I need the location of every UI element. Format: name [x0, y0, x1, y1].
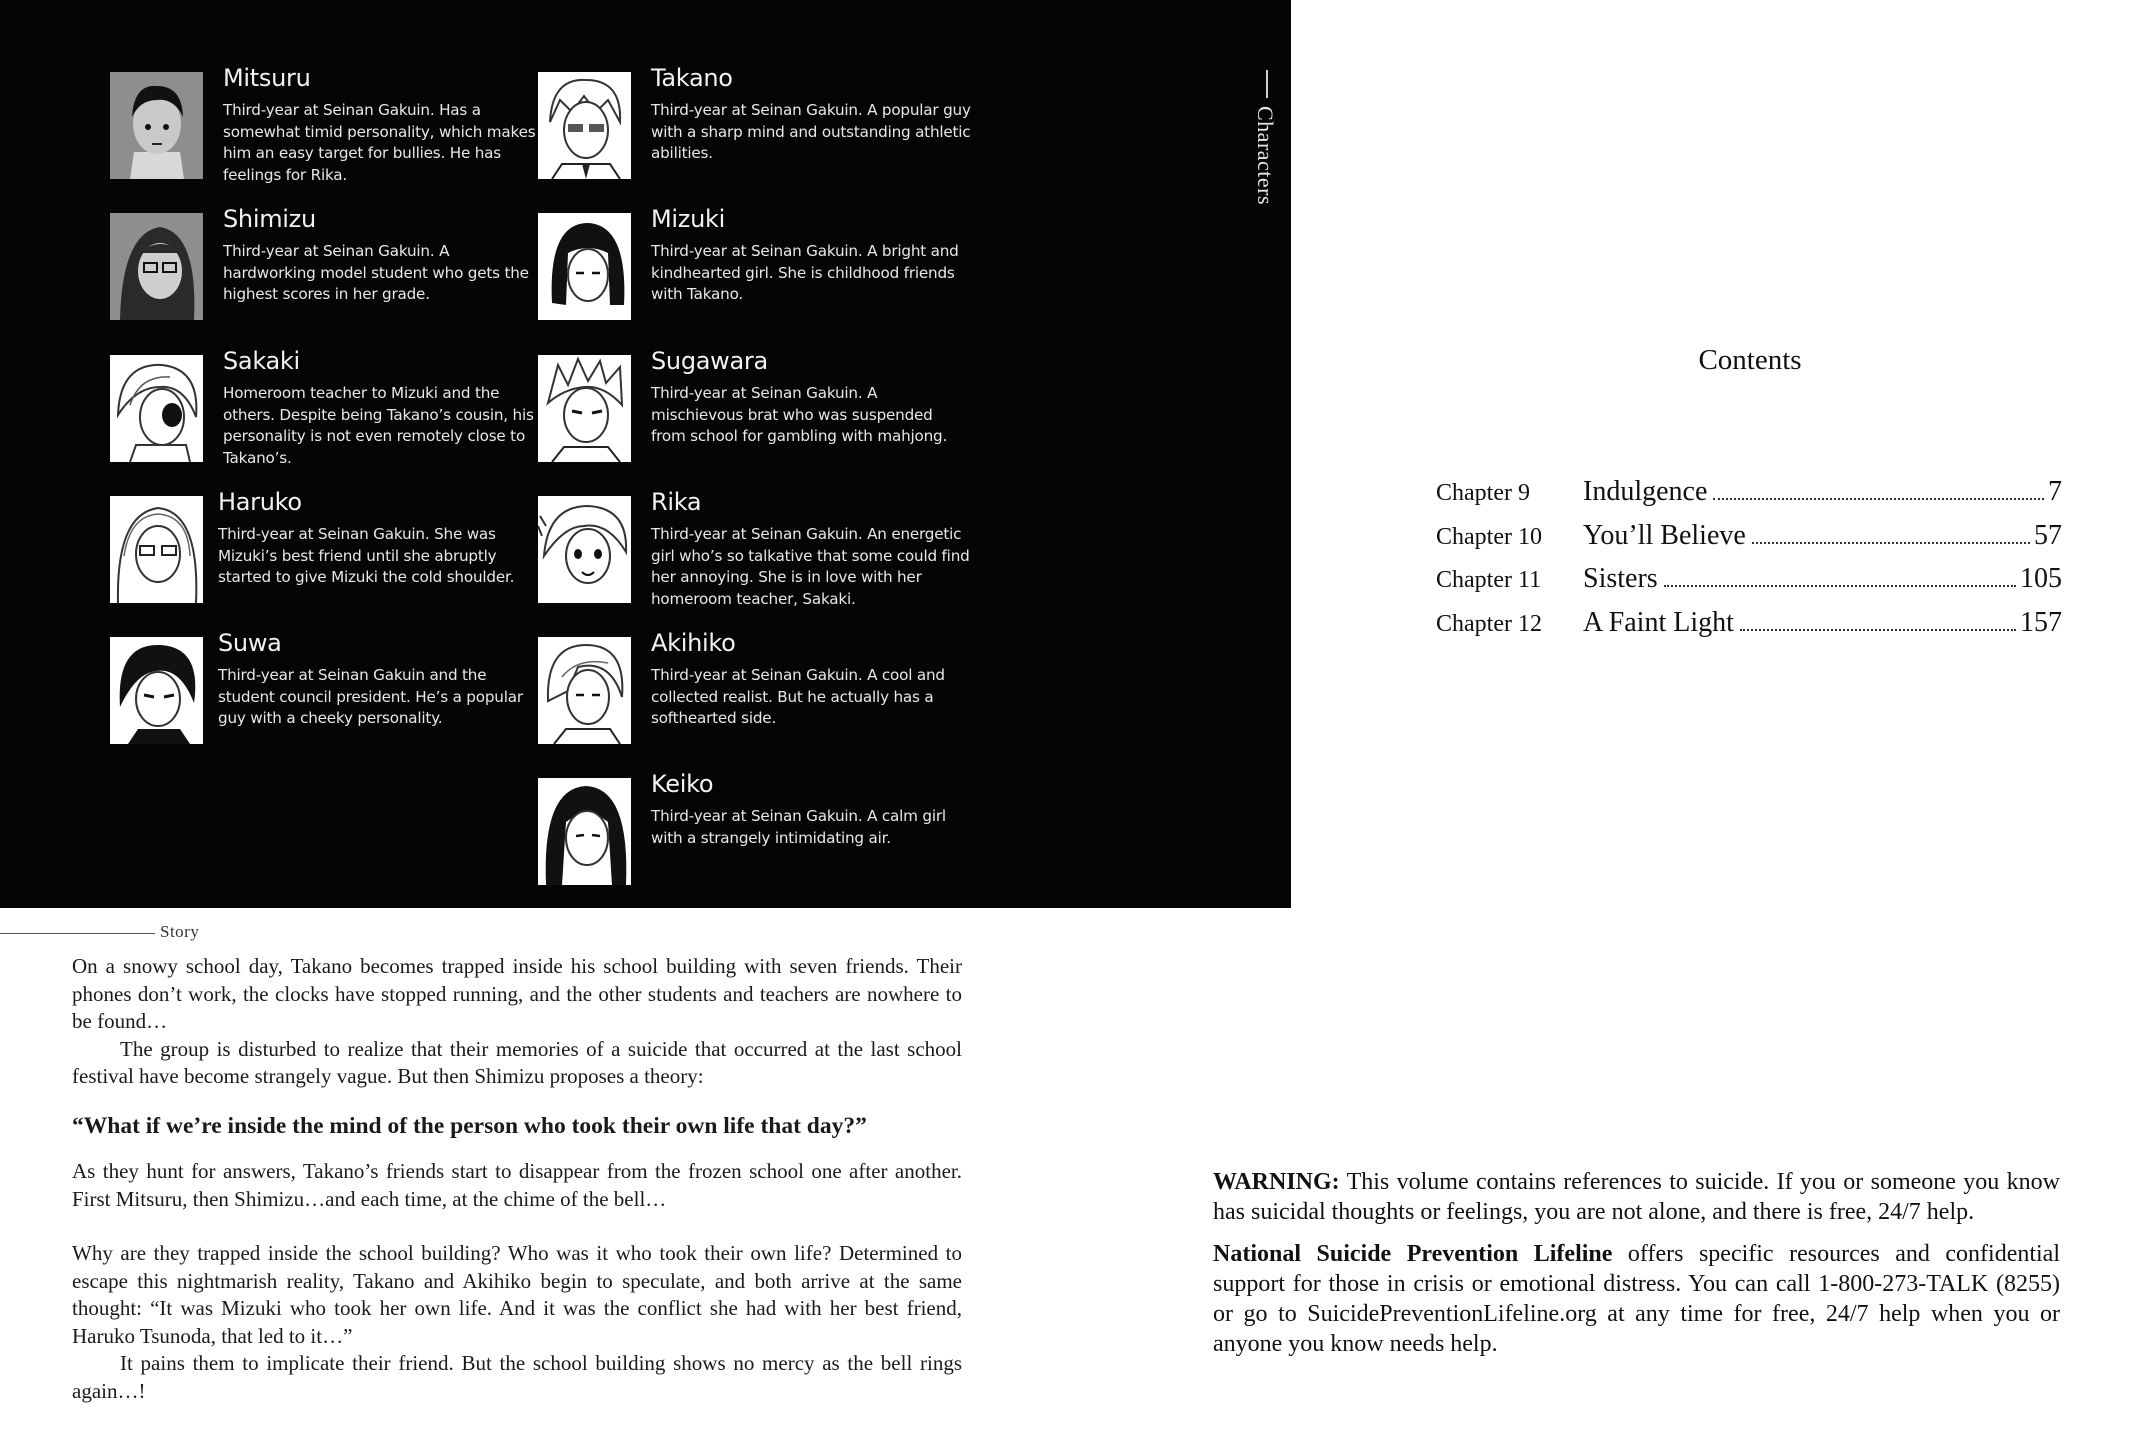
lifeline-paragraph	[1213, 1239, 2060, 1359]
character-card-rika	[538, 488, 970, 636]
toc-chapter-number: Chapter 12	[1436, 610, 1542, 637]
toc-leader-dots	[1664, 584, 2016, 587]
character-description: Third-year at Seinan Gakuin. A hardworking model student who gets the highest scores in her grade.	[223, 242, 529, 303]
character-description: Third-year at Seinan Gakuin. A bright and kindhearted girl. She is childhood friends with Takano.	[651, 242, 959, 303]
portrait-keiko	[538, 778, 631, 885]
story-rule	[0, 933, 155, 934]
toc-chapter-title: Indulgence	[1583, 476, 1708, 507]
story-quote: “What if we’re inside the mind of the person who took their own life that day?”	[72, 1112, 867, 1139]
character-card-shimizu	[110, 205, 540, 353]
character-name: Mitsuru	[223, 64, 311, 92]
character-name: Suwa	[218, 629, 282, 657]
toc-row[interactable]	[1436, 520, 2062, 564]
character-description: Third-year at Seinan Gakuin. A popular guy with a sharp mind and outstanding athletic abilities.	[651, 101, 971, 162]
toc-chapter-number: Chapter 10	[1436, 523, 1542, 550]
warning-paragraph	[1213, 1167, 2060, 1227]
character-description: Third-year at Seinan Gakuin. A calm girl with a strangely intimidating air.	[651, 807, 946, 847]
character-card-suwa	[110, 629, 540, 777]
toc-leader-dots	[1752, 541, 2030, 544]
character-name: Mizuki	[651, 205, 725, 233]
portrait-rika	[538, 496, 631, 603]
character-description: Third-year at Seinan Gakuin. A cool and collected realist. But he actually has a softhearted side.	[651, 666, 945, 727]
portrait-akihiko	[538, 637, 631, 744]
character-name: Keiko	[651, 770, 714, 798]
toc-leader-dots	[1740, 628, 2016, 631]
toc-chapter-number: Chapter 11	[1436, 567, 1542, 593]
toc-chapter-number: Chapter 9	[1436, 480, 1530, 506]
portrait-suwa	[110, 637, 203, 744]
toc-page-number: 157	[2020, 606, 2062, 638]
character-card-akihiko	[538, 629, 968, 777]
character-description: Third-year at Seinan Gakuin. Has a somewhat timid personality, which makes him an easy target for bullies. He has feelings for Rika.	[223, 101, 536, 184]
character-description: Third-year at Seinan Gakuin and the student council president. He’s a popular guy with a cheeky personality.	[218, 666, 523, 727]
character-description: Third-year at Seinan Gakuin. An energetic girl who’s so talkative that some could find her annoying. She is in love with her homeroom teacher, Sakaki.	[651, 525, 970, 608]
story-paragraph: Why are they trapped inside the school building? Who was it who took their own life? Determined to escape this nightmarish reality, Takano and Akihiko begin to speculate, and both arrive at the same thought: “It was Mizuki who took her own life. And it was the conflict she had with her best friend, Haruko Tsunoda, that led to it…”	[72, 1241, 962, 1348]
warning-text: This volume contains references to suicide. If you or someone you know has suicidal thoughts or feelings, you are not alone, and there is free, 24/7 help.	[1213, 1169, 2060, 1225]
portrait-takano	[538, 72, 631, 179]
portrait-sakaki	[110, 355, 203, 462]
portrait-mitsuru	[110, 72, 203, 179]
portrait-haruko	[110, 496, 203, 603]
toc-row[interactable]	[1436, 476, 2062, 520]
lifeline-text: offers specific resources and confidential support for those in crisis or emotional distress. You can call 1-800-273-TALK (8255) or go to SuicidePreventionLifeline.org at any time for free, 24/7 help when you or anyone you know needs help.	[1213, 1241, 2060, 1357]
character-description: Third-year at Seinan Gakuin. She was Mizuki’s best friend until she abruptly started to give Mizuki the cold shoulder.	[218, 525, 515, 586]
toc-page-number: 57	[2034, 519, 2062, 551]
character-name: Akihiko	[651, 629, 736, 657]
toc-page-number: 105	[2020, 563, 2062, 594]
toc-row[interactable]	[1436, 607, 2062, 651]
character-card-mizuki	[538, 205, 968, 353]
character-card-keiko	[538, 770, 968, 918]
tab-rule	[1266, 70, 1268, 98]
toc-row[interactable]	[1436, 563, 2062, 607]
story-text	[72, 953, 962, 1405]
characters-panel	[0, 0, 1291, 908]
lifeline-name: National Suicide Prevention Lifeline	[1213, 1241, 1613, 1267]
character-name: Haruko	[218, 488, 302, 516]
character-name: Takano	[651, 64, 733, 92]
toc-chapter-title: You’ll Believe	[1583, 519, 1746, 551]
warning-notice	[1213, 1167, 2060, 1371]
character-card-haruko	[110, 488, 540, 636]
toc-leader-dots	[1713, 497, 2044, 500]
portrait-sugawara	[538, 355, 631, 462]
contents-title: Contents	[1698, 344, 1802, 376]
characters-tab	[1248, 70, 1288, 280]
character-name: Rika	[651, 488, 702, 516]
table-of-contents	[1436, 476, 2062, 650]
story-paragraph: As they hunt for answers, Takano’s friends start to disappear from the frozen school one after another. First Mitsuru, then Shimizu…and each time, at the chime of the bell…	[72, 1159, 962, 1211]
toc-chapter-title: A Faint Light	[1583, 606, 1734, 638]
character-card-mitsuru	[110, 64, 540, 212]
character-description: Third-year at Seinan Gakuin. A mischievous brat who was suspended from school for gambling with mahjong.	[651, 384, 948, 445]
story-paragraph: It pains them to implicate their friend. But the school building shows no mercy as the bell rings again…!	[72, 1351, 962, 1403]
character-card-takano	[538, 64, 971, 212]
character-description: Homeroom teacher to Mizuki and the others. Despite being Takano’s cousin, his personality is not even remotely close to Takano’s.	[223, 384, 534, 467]
story-label: Story	[160, 922, 200, 941]
characters-tab-label: Characters	[1253, 106, 1278, 206]
story-paragraph: The group is disturbed to realize that their memories of a suicide that occurred at the last school festival have become strangely vague. But then Shimizu proposes a theory:	[72, 1036, 962, 1088]
character-name: Shimizu	[223, 205, 316, 233]
story-paragraph: On a snowy school day, Takano becomes trapped inside his school building with seven friends. Their phones don’t work, the clocks have stopped running, and the other students and teachers are nowhere to be found…	[72, 954, 962, 1033]
portrait-mizuki	[538, 213, 631, 320]
character-card-sakaki	[110, 347, 540, 495]
character-name: Sakaki	[223, 347, 300, 375]
toc-page-number: 7	[2048, 476, 2062, 507]
warning-label: WARNING:	[1213, 1169, 1340, 1195]
portrait-shimizu	[110, 213, 203, 320]
toc-chapter-title: Sisters	[1583, 563, 1658, 594]
character-card-sugawara	[538, 347, 968, 495]
character-name: Sugawara	[651, 347, 768, 375]
